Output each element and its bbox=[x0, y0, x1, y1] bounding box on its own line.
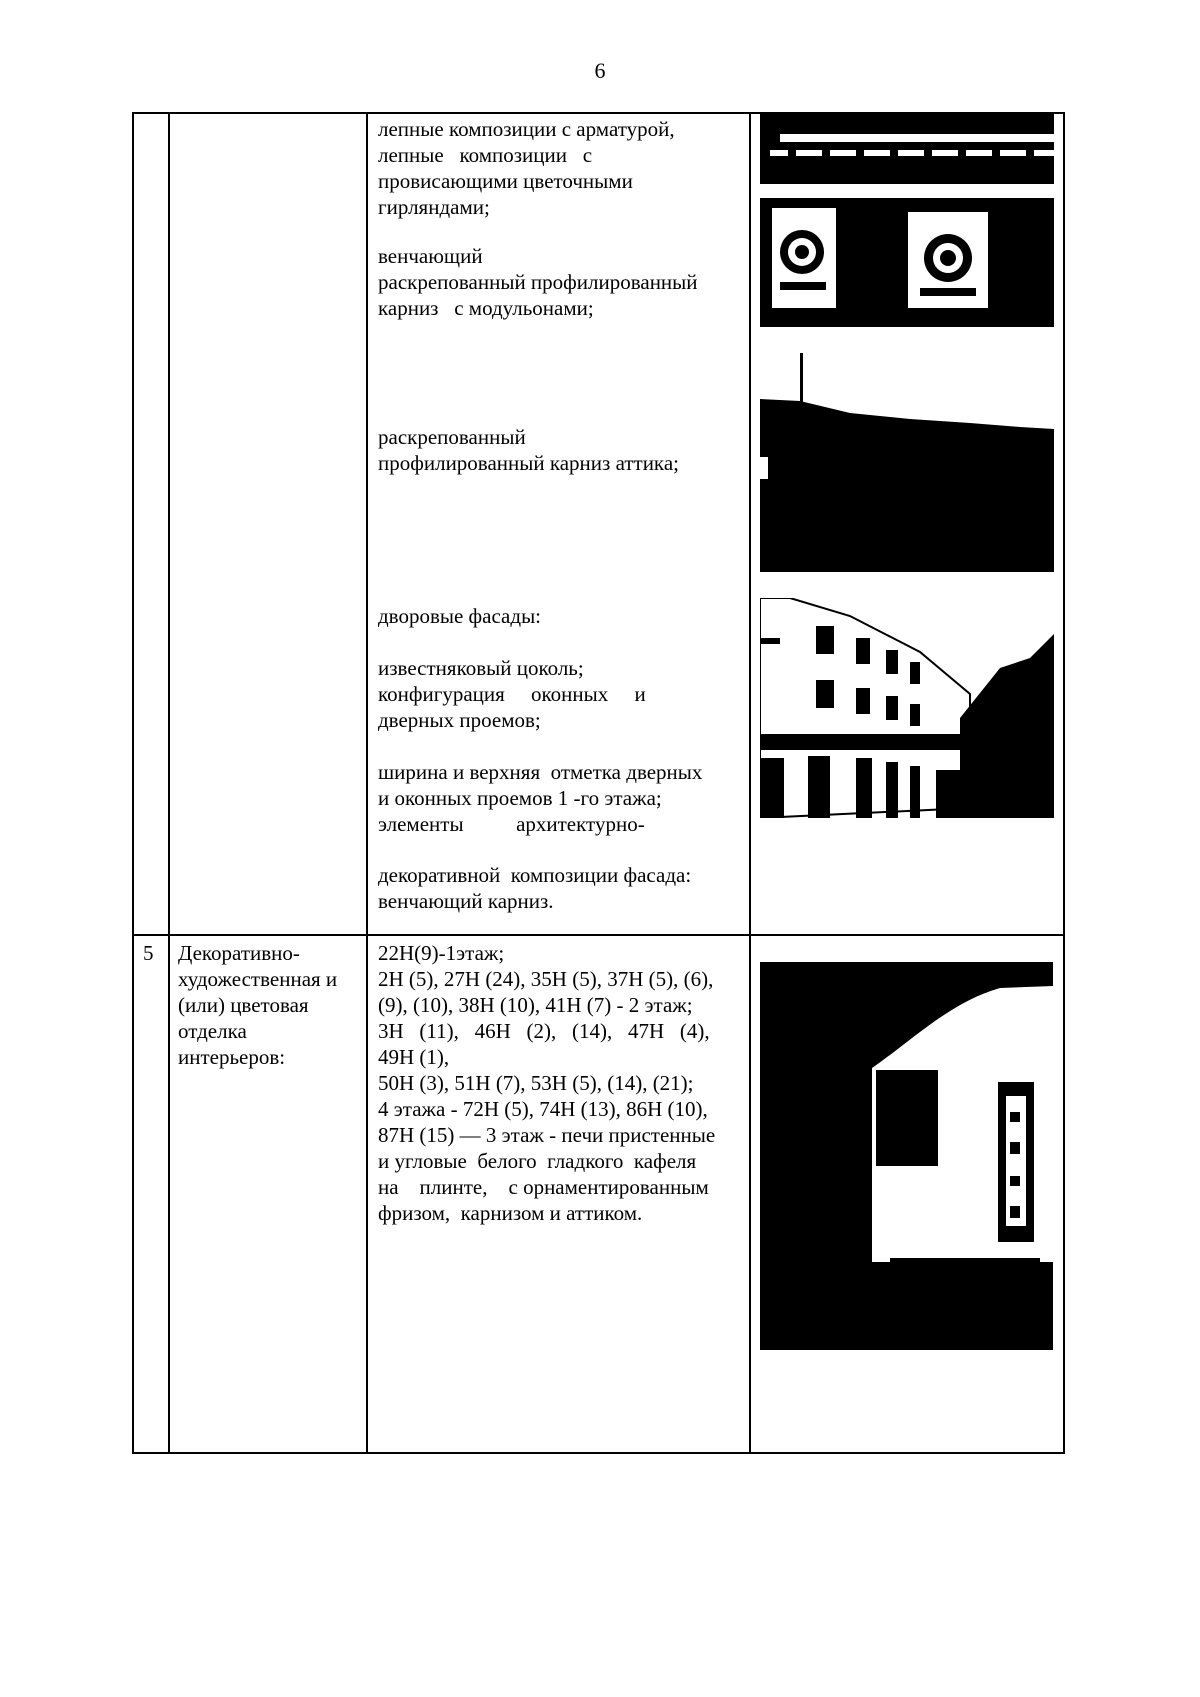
row-name-line: интерьеров: bbox=[178, 1045, 286, 1069]
feature-line: гирляндами; bbox=[378, 195, 490, 219]
description-line: (9), (10), 38Н (10), 41Н (7) - 2 этаж; bbox=[378, 993, 693, 1017]
description-line: 22Н(9)-1этаж; bbox=[378, 941, 505, 965]
table-border-left bbox=[132, 112, 134, 1454]
page-number: 6 bbox=[594, 58, 606, 83]
feature-line: венчающий bbox=[378, 244, 483, 268]
description-line: и угловые белого гладкого кафеля bbox=[378, 1149, 697, 1173]
row-name-line: отделка bbox=[178, 1019, 247, 1043]
row-name-line: художественная и bbox=[178, 967, 338, 991]
feature-line: дверных проемов; bbox=[378, 708, 541, 732]
feature-line: раскрепованный bbox=[378, 425, 526, 449]
feature-line: карниз с модульонами; bbox=[378, 296, 594, 320]
column-divider-name bbox=[366, 112, 368, 1454]
feature-line: ширина и верхняя отметка дверных bbox=[378, 760, 703, 784]
feature-line: декоративной композиции фасада: bbox=[378, 863, 692, 887]
feature-line: конфигурация оконных и bbox=[378, 682, 646, 706]
feature-line: известняковый цоколь; bbox=[378, 656, 584, 680]
description-line: 50Н (3), 51Н (7), 53Н (5), (14), (21); bbox=[378, 1071, 694, 1095]
feature-line: и оконных проемов 1 -го этажа; bbox=[378, 786, 662, 810]
table-border-bottom bbox=[132, 1452, 1065, 1454]
description-line: 2Н (5), 27Н (24), 35Н (5), 37Н (5), (6), bbox=[378, 967, 714, 991]
row-number: 5 bbox=[143, 941, 154, 965]
feature-line: дворовые фасады: bbox=[378, 604, 542, 628]
description-line: фризом, карнизом и аттиком. bbox=[378, 1201, 643, 1225]
description-line: 49Н (1), bbox=[378, 1045, 450, 1069]
feature-line: провисающими цветочными bbox=[378, 169, 633, 193]
photo-stucco-cornice bbox=[760, 112, 1054, 327]
table-border-right bbox=[1063, 112, 1065, 1454]
photo-attic-cornice bbox=[760, 353, 1054, 572]
feature-line: элементы архитектурно- bbox=[378, 812, 645, 836]
feature-line: раскрепованный профилированный bbox=[378, 270, 698, 294]
row-divider bbox=[132, 934, 1065, 936]
column-divider-number bbox=[168, 112, 170, 1454]
description-line: на плинте, с орнаментированным bbox=[378, 1175, 709, 1199]
row-name-line: (или) цветовая bbox=[178, 993, 309, 1017]
photo-courtyard-facade bbox=[760, 598, 1054, 818]
photo-interior-stove bbox=[760, 962, 1053, 1350]
description-line: 3Н (11), 46Н (2), (14), 47Н (4), bbox=[378, 1019, 710, 1043]
feature-line: профилированный карниз аттика; bbox=[378, 451, 679, 475]
column-divider-text bbox=[749, 112, 751, 1454]
feature-line: лепные композиции с арматурой, bbox=[378, 117, 675, 141]
row-name-line: Декоративно- bbox=[178, 941, 300, 965]
description-line: 4 этажа - 72Н (5), 74Н (13), 86Н (10), bbox=[378, 1097, 708, 1121]
description-line: 87Н (15) — 3 этаж - печи пристенные bbox=[378, 1123, 716, 1147]
feature-line: лепные композиции с bbox=[378, 143, 593, 167]
feature-line: венчающий карниз. bbox=[378, 889, 554, 913]
